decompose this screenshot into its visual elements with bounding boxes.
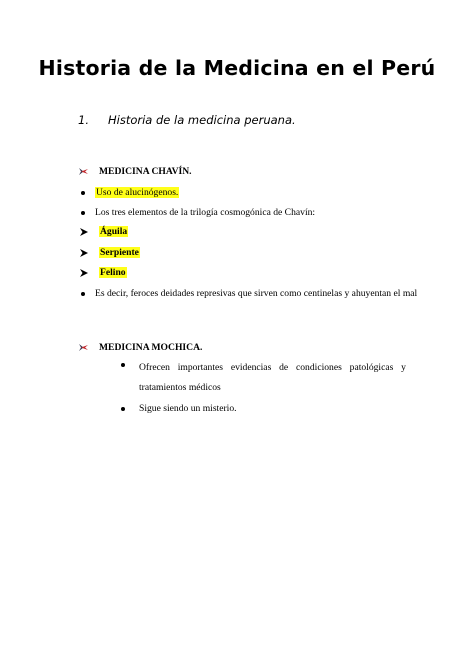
word: patológicas	[349, 362, 394, 373]
chevron-right-icon	[79, 268, 89, 278]
chevron-right-icon	[79, 227, 89, 237]
numbered-item-number: 1.	[78, 113, 89, 127]
word: y	[401, 362, 406, 373]
bullet-item	[81, 288, 417, 299]
arrow-item-text: Águila	[100, 226, 128, 237]
arrow-item-text: Serpiente	[100, 247, 139, 258]
bullet-dot-icon	[121, 407, 125, 411]
bullet-dot-icon	[81, 292, 85, 296]
arrow-list-item	[79, 267, 127, 278]
arrow-list-item	[79, 226, 128, 237]
bullet-item	[81, 207, 315, 218]
bullet-text-continued: tratamientos médicos	[139, 382, 221, 393]
section-heading-chavin	[78, 166, 192, 177]
arrowhead-bullet-icon	[78, 342, 89, 353]
word: evidencias	[230, 362, 272, 373]
bullet-dot-icon	[81, 191, 85, 195]
bullet-text: Sigue siendo un misterio.	[139, 403, 237, 414]
word: de	[279, 362, 289, 373]
numbered-item-text: Historia de la medicina peruana.	[108, 113, 296, 127]
arrow-item-text: Felino	[100, 267, 126, 278]
word: Ofrecen	[139, 362, 170, 373]
bullet-text-highlighted: Uso de alucinógenos.	[96, 187, 179, 198]
arrowhead-bullet-icon	[78, 166, 89, 177]
section-heading-text: MEDICINA CHAVÍN.	[99, 166, 192, 177]
chevron-right-icon	[79, 248, 89, 258]
bullet-item	[121, 403, 237, 414]
section-heading-text: MEDICINA MOCHICA.	[99, 342, 203, 353]
arrow-list-item	[79, 247, 140, 258]
bullet-dot-icon	[81, 211, 85, 215]
bullet-text-justified	[139, 362, 406, 373]
bullet-item	[81, 187, 179, 198]
document-title: Historia de la Medicina en el Perú	[38, 56, 436, 80]
bullet-text: Los tres elementos de la trilogía cosmogónica de Chavín:	[95, 207, 316, 218]
word: condiciones	[296, 362, 342, 373]
bullet-dot-icon	[121, 363, 125, 367]
section-heading-mochica	[78, 342, 202, 353]
bullet-dot-icon-wrap	[121, 363, 125, 367]
bullet-text: Es decir, feroces deidades represivas que sirven como centinelas y ahuyentan el mal	[95, 288, 418, 299]
word: importantes	[177, 362, 223, 373]
